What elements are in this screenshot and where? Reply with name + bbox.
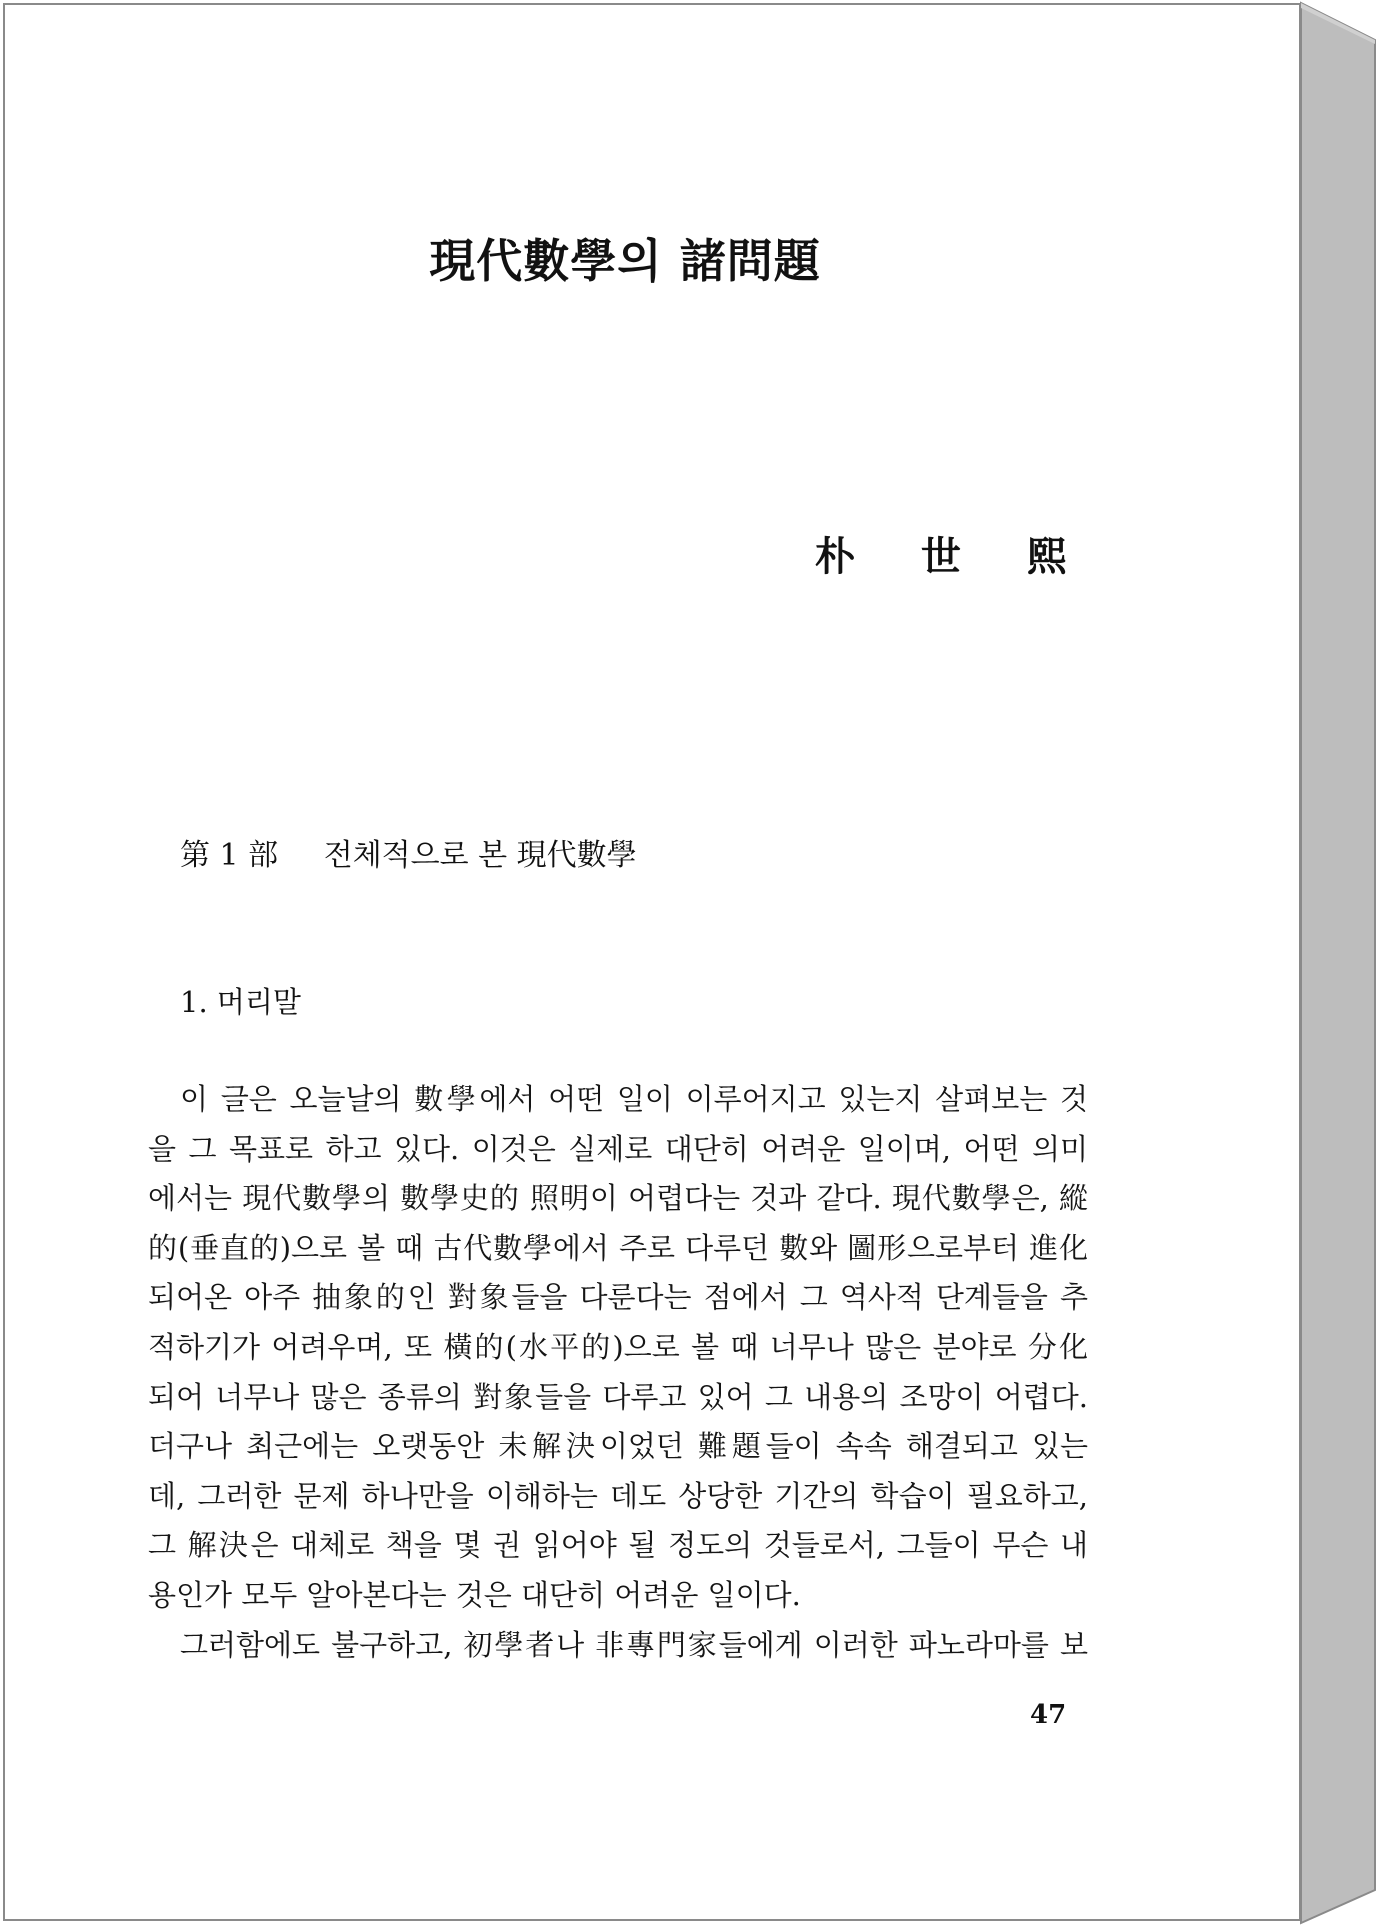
part-heading bbox=[180, 830, 637, 874]
paragraph-line: 용인가 모두 알아본다는 것은 대단히 어려운 일이다. bbox=[148, 1577, 801, 1612]
author-name: 朴 世 熙 bbox=[815, 533, 1093, 580]
part-number: 第 1 部 bbox=[180, 838, 279, 873]
paragraph-line: 그 解決은 대체로 책을 몇 권 읽어야 될 정도의 것들로서, 그들이 무슨 내 bbox=[148, 1528, 1088, 1563]
paragraph-line: 더구나 최근에는 오랫동안 未解決이었던 難題들이 속속 해결되고 있는 bbox=[148, 1429, 1088, 1464]
paragraph-line: 을 그 목표로 하고 있다. 이것은 실제로 대단히 어려운 일이며, 어떤 의미 bbox=[148, 1131, 1088, 1166]
paragraph-line: 的(垂直的)으로 볼 때 古代數學에서 주로 다루던 數와 圖形으로부터 進化 bbox=[148, 1230, 1088, 1265]
body-text bbox=[148, 1075, 1088, 1670]
paragraph-line: 적하기가 어려우며, 또 橫的(水平的)으로 볼 때 너무나 많은 분야로 分化 bbox=[148, 1329, 1088, 1364]
paragraph-line: 데, 그러한 문제 하나만을 이해하는 데도 상당한 기간의 학습이 필요하고, bbox=[148, 1478, 1088, 1513]
part-title: 전체적으로 본 現代數學 bbox=[323, 838, 637, 873]
page-number: 47 bbox=[1030, 1700, 1067, 1730]
paragraph-line: 그러함에도 불구하고, 初學者나 非專門家들에게 이러한 파노라마를 보 bbox=[180, 1627, 1088, 1662]
section-heading: 1. 머리말 bbox=[180, 985, 301, 1019]
document-title: 現代數學의 諸問題 bbox=[429, 234, 821, 288]
paragraph-line: 되어 너무나 많은 종류의 對象들을 다루고 있어 그 내용의 조망이 어렵다. bbox=[148, 1379, 1088, 1414]
paragraph-line: 되어온 아주 抽象的인 對象들을 다룬다는 점에서 그 역사적 단계들을 추 bbox=[148, 1280, 1088, 1315]
paragraph-line: 이 글은 오늘날의 數學에서 어떤 일이 이루어지고 있는지 살펴보는 것 bbox=[180, 1082, 1088, 1116]
paragraph-line: 에서는 現代數學의 數學史的 照明이 어렵다는 것과 같다. 現代數學은, 縱 bbox=[148, 1181, 1088, 1216]
